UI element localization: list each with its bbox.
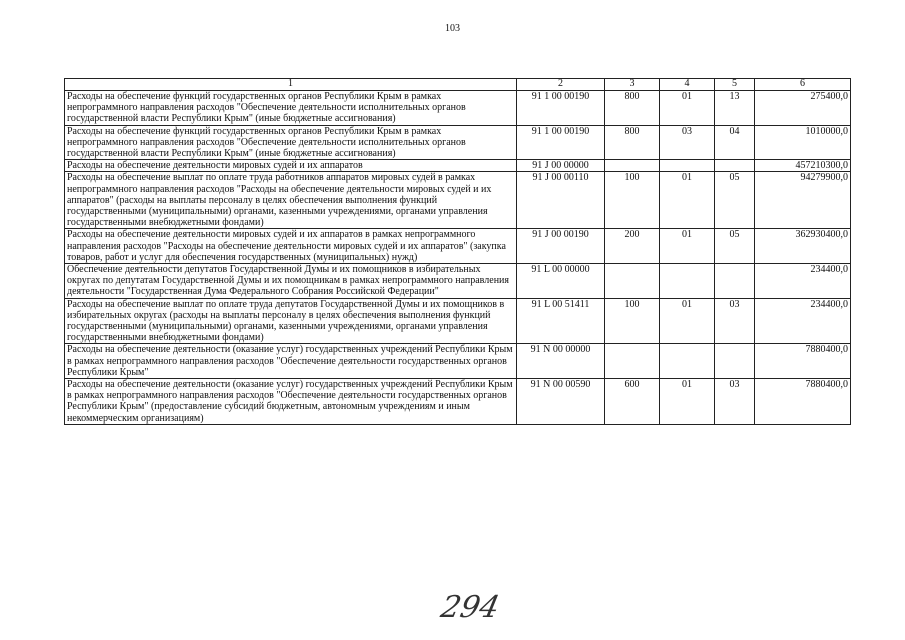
- header-row: [65, 79, 851, 91]
- handwritten-page-number: [430, 585, 520, 625]
- row-col5: [715, 264, 755, 299]
- row-col4: 01: [660, 172, 715, 229]
- row-amount: 1010000,0: [755, 125, 851, 160]
- row-description: Расходы на обеспечение деятельности мировых судей и их аппаратов: [65, 160, 517, 172]
- row-amount: 362930400,0: [755, 229, 851, 264]
- row-col4: [660, 160, 715, 172]
- row-amount: 234400,0: [755, 298, 851, 344]
- row-code: 91 N 00 00590: [517, 379, 605, 425]
- row-col3: 800: [605, 91, 660, 126]
- row-col5: [715, 344, 755, 379]
- row-col5: 05: [715, 229, 755, 264]
- row-col3: [605, 264, 660, 299]
- row-col5: 03: [715, 298, 755, 344]
- table-row: [65, 125, 851, 160]
- row-code: 91 1 00 00190: [517, 125, 605, 160]
- row-col5: 05: [715, 172, 755, 229]
- row-amount: 234400,0: [755, 264, 851, 299]
- row-description: Расходы на обеспечение деятельности (оказание услуг) государственных учреждений Республики Крым в рамках непрограммного направления расходов "Обеспечение деятельности государственных органов Республики Крым": [65, 344, 517, 379]
- row-description: Расходы на обеспечение деятельности (оказание услуг) государственных учреждений Республики Крым в рамках непрограммного направления расходов "Обеспечение деятельности государственных органов Республики Крым" (предоставление субсидий бюджетным, автономным учреждениям и иным некоммерческим организациям): [65, 379, 517, 425]
- handwritten-number-text: 294: [437, 590, 503, 625]
- table-row: [65, 229, 851, 264]
- row-col4: [660, 344, 715, 379]
- col-header-6: 6: [755, 79, 851, 91]
- page-number: 103: [445, 23, 460, 34]
- col-header-1: 1: [65, 79, 517, 91]
- table-row: [65, 264, 851, 299]
- row-col3: 100: [605, 172, 660, 229]
- row-col5: [715, 160, 755, 172]
- col-header-3: 3: [605, 79, 660, 91]
- row-col4: [660, 264, 715, 299]
- row-description: Обеспечение деятельности депутатов Государственной Думы и их помощников в избирательных округах по депутатам Государственной Думы и их помощникам в рамках непрограммного направления деятельности "Государственная Дума Федерального Собрания Российской Федерации": [65, 264, 517, 299]
- col-header-4: 4: [660, 79, 715, 91]
- budget-table: [64, 78, 851, 425]
- row-col5: 03: [715, 379, 755, 425]
- row-col3: 200: [605, 229, 660, 264]
- row-col3: 600: [605, 379, 660, 425]
- row-col3: [605, 344, 660, 379]
- row-description: Расходы на обеспечение функций государственных органов Республики Крым в рамках непрограммного направления расходов "Обеспечение деятельности исполнительных органов государственной власти Республики Крым" (иные бюджетные ассигнования): [65, 125, 517, 160]
- col-header-2: 2: [517, 79, 605, 91]
- table-row: [65, 172, 851, 229]
- row-amount: 457210300,0: [755, 160, 851, 172]
- row-amount: 94279900,0: [755, 172, 851, 229]
- row-description: Расходы на обеспечение выплат по оплате труда депутатов Государственной Думы и их помощников в избирательных округах (расходы на выплаты персоналу в целях обеспечения выполнения функций государственными (муниципальными) органами, казенными учреждениями, органами управления государственными внебюджетными фондами): [65, 298, 517, 344]
- row-description: Расходы на обеспечение деятельности мировых судей и их аппаратов в рамках непрограммного направления расходов "Расходы на обеспечение деятельности мировых судей и их аппаратов" (закупка товаров, работ и услуг для обеспечения государственных (муниципальных) нужд): [65, 229, 517, 264]
- row-col5: 13: [715, 91, 755, 126]
- row-col4: 01: [660, 91, 715, 126]
- row-amount: 7880400,0: [755, 379, 851, 425]
- row-amount: 7880400,0: [755, 344, 851, 379]
- col-header-5: 5: [715, 79, 755, 91]
- row-col3: 100: [605, 298, 660, 344]
- row-col5: 04: [715, 125, 755, 160]
- row-col4: 01: [660, 379, 715, 425]
- table-row: [65, 344, 851, 379]
- table-row: [65, 298, 851, 344]
- row-description: Расходы на обеспечение функций государственных органов Республики Крым в рамках непрограммного направления расходов "Обеспечение деятельности исполнительных органов государственной власти Республики Крым" (иные бюджетные ассигнования): [65, 91, 517, 126]
- row-code: 91 1 00 00190: [517, 91, 605, 126]
- row-code: 91 L 00 00000: [517, 264, 605, 299]
- table-row: [65, 91, 851, 126]
- row-description: Расходы на обеспечение выплат по оплате труда работников аппаратов мировых судей в рамках непрограммного направления расходов "Расходы на обеспечение деятельности мировых судей и их аппаратов" (расходы на выплаты персоналу в целях обеспечения выполнения функций государственными (муниципальными) органами, казенными учреждениями, органами управления государственными внебюджетными фондами): [65, 172, 517, 229]
- row-col3: [605, 160, 660, 172]
- row-code: 91 N 00 00000: [517, 344, 605, 379]
- row-amount: 275400,0: [755, 91, 851, 126]
- row-col4: 03: [660, 125, 715, 160]
- row-code: 91 J 00 00000: [517, 160, 605, 172]
- table-row: [65, 379, 851, 425]
- row-code: 91 L 00 51411: [517, 298, 605, 344]
- row-col4: 01: [660, 298, 715, 344]
- table-row: [65, 160, 851, 172]
- row-col4: 01: [660, 229, 715, 264]
- row-code: 91 J 00 00190: [517, 229, 605, 264]
- row-code: 91 J 00 00110: [517, 172, 605, 229]
- row-col3: 800: [605, 125, 660, 160]
